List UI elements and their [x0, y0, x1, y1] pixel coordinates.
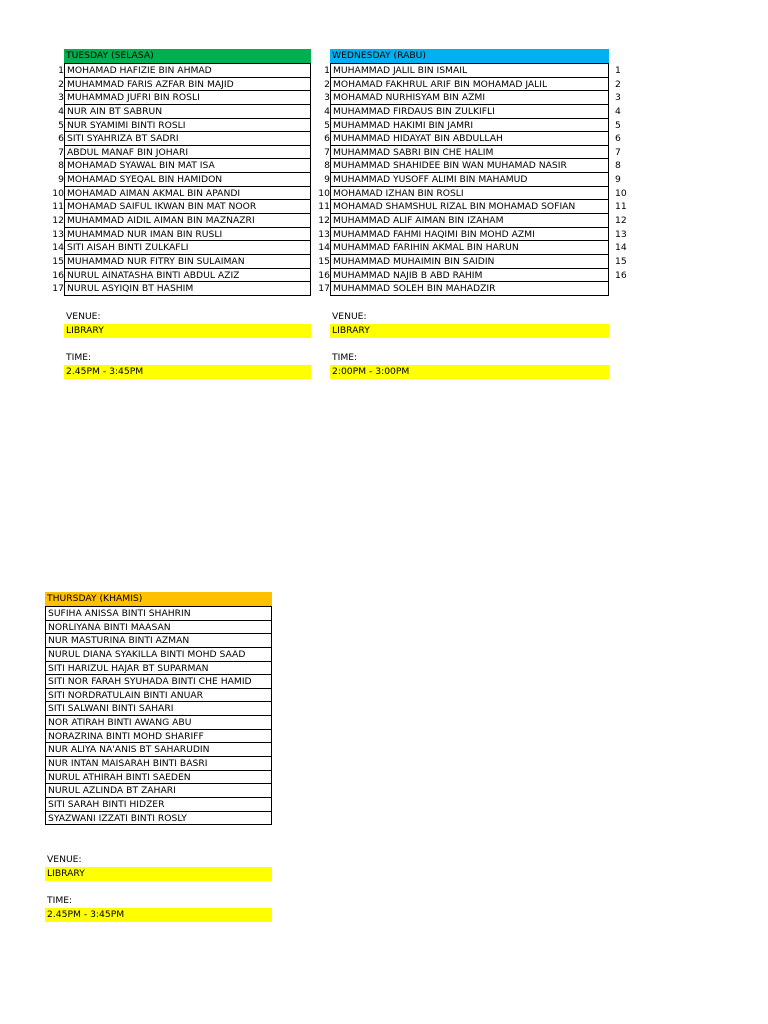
thursday-header: THURSDAY (KHAMIS) [45, 592, 272, 606]
wednesday-right-numbers [615, 64, 645, 282]
row-number: 11 [318, 201, 330, 213]
tuesday-header: TUESDAY (SELASA) [64, 49, 311, 63]
row-number: 1 [615, 65, 621, 76]
name-cell: MUHAMMAD SABRI BIN CHE HALIM [331, 146, 609, 160]
name-cell: MUHAMMAD JUFRI BIN ROSLI [65, 91, 311, 105]
row-number: 2 [615, 78, 621, 90]
name-cell: NUR AIN BT SABRUN [65, 105, 311, 119]
name-cell: SITI SARAH BINTI HIDZER [46, 798, 272, 812]
name-cell: MOHAMAD SAIFUL IKWAN BIN MAT NOOR [65, 200, 311, 214]
name-cell: NUR ALIYA NA'ANIS BT SAHARUDIN [46, 743, 272, 757]
wednesday-time-label: TIME: [332, 352, 358, 363]
row-number: 14 [318, 242, 330, 254]
wednesday-time: 2:00PM - 3:00PM [330, 365, 609, 379]
name-cell: SITI NOR FARAH SYUHADA BINTI CHE HAMID [46, 675, 272, 689]
name-cell: MOHAMAD SYAWAL BIN MAT ISA [65, 159, 311, 173]
row-number: 7 [324, 146, 330, 158]
name-cell: SITI AISAH BINTI ZULKAFLI [65, 241, 311, 255]
row-number: 9 [615, 174, 621, 186]
name-cell: NUR INTAN MAISARAH BINTI BASRI [46, 757, 272, 771]
name-cell: MUHAMMAD NUR IMAN BIN RUSLI [65, 228, 311, 242]
name-cell: SITI SYAHRIZA BT SADRI [65, 132, 311, 146]
tuesday-venue-label: VENUE: [66, 311, 101, 322]
name-cell: NURUL ATHIRAH BINTI SAEDEN [46, 771, 272, 785]
row-number: 10 [318, 187, 330, 199]
row-number: 6 [615, 133, 621, 145]
row-number: 16 [615, 269, 627, 281]
name-cell: MOHAMAD NURHISYAM BIN AZMI [331, 91, 609, 105]
name-cell: MOHAMAD AIMAN AKMAL BIN APANDI [65, 187, 311, 201]
name-cell: NUR MASTURINA BINTI AZMAN [46, 634, 272, 648]
wednesday-name-list [330, 63, 609, 296]
row-number: 17 [318, 283, 330, 295]
row-number: 10 [615, 187, 627, 199]
row-number: 11 [52, 201, 64, 213]
thursday-venue-label: VENUE: [47, 854, 82, 865]
name-cell: MOHAMAD IZHAN BIN ROSLI [331, 187, 609, 201]
row-number: 12 [615, 215, 627, 227]
row-number: 9 [324, 174, 330, 186]
tuesday-time-label: TIME: [66, 352, 92, 363]
row-number: 5 [615, 119, 621, 131]
name-cell: MOHAMAD FAKHRUL ARIF BIN MOHAMAD JALIL [331, 78, 609, 92]
name-cell: SYAZWANI IZZATI BINTI ROSLY [46, 812, 272, 826]
row-number: 17 [52, 283, 64, 295]
thursday-time-label: TIME: [47, 895, 73, 906]
name-cell: SITI NORDRATULAIN BINTI ANUAR [46, 689, 272, 703]
tuesday-name-list [64, 63, 311, 296]
row-number: 8 [324, 160, 330, 172]
row-number: 16 [52, 269, 64, 281]
row-number: 13 [615, 228, 627, 240]
thursday-venue: LIBRARY [45, 867, 272, 881]
row-number: 3 [615, 92, 621, 104]
wednesday-row-numbers [310, 64, 330, 296]
name-cell: MUHAMMAD FARIHIN AKMAL BIN HARUN [331, 241, 609, 255]
row-number: 9 [58, 174, 64, 186]
tuesday-row-numbers [44, 64, 64, 296]
row-number: 15 [615, 255, 627, 267]
tuesday-info [64, 310, 311, 379]
row-number: 1 [324, 65, 330, 76]
name-cell: MUHAMMAD FARIS AZFAR BIN MAJID [65, 78, 311, 92]
row-number: 5 [58, 119, 64, 131]
row-number: 8 [615, 160, 621, 172]
row-number: 14 [615, 242, 627, 254]
name-cell: SITI SALWANI BINTI SAHARI [46, 702, 272, 716]
wednesday-section [330, 49, 609, 296]
row-number: 5 [324, 119, 330, 131]
row-number: 13 [318, 228, 330, 240]
row-number: 12 [318, 215, 330, 227]
row-number: 10 [52, 187, 64, 199]
name-cell: MUHAMMAD FAHMI HAQIMI BIN MOHD AZMI [331, 228, 609, 242]
row-number: 3 [58, 92, 64, 104]
name-cell: MUHAMMAD YUSOFF ALIMI BIN MAHAMUD [331, 173, 609, 187]
row-number: 12 [52, 215, 64, 227]
thursday-section [45, 592, 272, 825]
tuesday-time: 2.45PM - 3:45PM [64, 365, 311, 379]
name-cell: MUHAMMAD AIDIL AIMAN BIN MAZNAZRI [65, 214, 311, 228]
thursday-info [45, 853, 272, 922]
name-cell: NURUL AZLINDA BT ZAHARI [46, 784, 272, 798]
row-number: 7 [615, 146, 621, 158]
name-cell: NUR SYAMIMI BINTI ROSLI [65, 119, 311, 133]
name-cell: NORAZRINA BINTI MOHD SHARIFF [46, 730, 272, 744]
row-number: 2 [58, 78, 64, 90]
name-cell: NURUL ASYIQIN BT HASHIM [65, 282, 311, 296]
name-cell: MUHAMMAD NAJIB B ABD RAHIM [331, 269, 609, 283]
name-cell: MUHAMMAD JALIL BIN ISMAIL [331, 64, 609, 78]
row-number: 4 [58, 105, 64, 117]
name-cell: MOHAMAD SYEQAL BIN HAMIDON [65, 173, 311, 187]
name-cell: MUHAMMAD SOLEH BIN MAHADZIR [331, 282, 609, 296]
wednesday-venue-label: VENUE: [332, 311, 367, 322]
name-cell: MOHAMAD SHAMSHUL RIZAL BIN MOHAMAD SOFIAN [331, 200, 609, 214]
name-cell: MUHAMMAD FIRDAUS BIN ZULKIFLI [331, 105, 609, 119]
name-cell: SUFIHA ANISSA BINTI SHAHRIN [46, 607, 272, 621]
name-cell: MUHAMMAD HAKIMI BIN JAMRI [331, 119, 609, 133]
tuesday-section [64, 49, 311, 296]
tuesday-venue: LIBRARY [64, 324, 311, 338]
name-cell: NORLIYANA BINTI MAASAN [46, 621, 272, 635]
name-cell: SITI HARIZUL HAJAR BT SUPARMAN [46, 662, 272, 676]
row-number: 8 [58, 160, 64, 172]
row-number: 7 [58, 146, 64, 158]
thursday-name-list [45, 606, 272, 825]
row-number: 4 [615, 105, 621, 117]
name-cell: MUHAMMAD MUHAIMIN BIN SAIDIN [331, 255, 609, 269]
name-cell: MUHAMMAD NUR FITRY BIN SULAIMAN [65, 255, 311, 269]
row-number: 6 [58, 133, 64, 145]
name-cell: MUHAMMAD ALIF AIMAN BIN IZAHAM [331, 214, 609, 228]
wednesday-header: WEDNESDAY (RABU) [330, 49, 609, 63]
row-number: 13 [52, 228, 64, 240]
name-cell: MUHAMMAD HIDAYAT BIN ABDULLAH [331, 132, 609, 146]
wednesday-venue: LIBRARY [330, 324, 609, 338]
row-number: 2 [324, 78, 330, 90]
thursday-time: 2.45PM - 3:45PM [45, 908, 272, 922]
row-number: 11 [615, 201, 627, 213]
row-number: 14 [52, 242, 64, 254]
row-number: 3 [324, 92, 330, 104]
row-number: 15 [318, 255, 330, 267]
row-number: 4 [324, 105, 330, 117]
name-cell: NOR ATIRAH BINTI AWANG ABU [46, 716, 272, 730]
row-number: 15 [52, 255, 64, 267]
row-number: 6 [324, 133, 330, 145]
name-cell: NURUL DIANA SYAKILLA BINTI MOHD SAAD [46, 648, 272, 662]
name-cell: NURUL AINATASHA BINTI ABDUL AZIZ [65, 269, 311, 283]
name-cell: ABDUL MANAF BIN JOHARI [65, 146, 311, 160]
wednesday-info [330, 310, 609, 379]
name-cell: MOHAMAD HAFIZIE BIN AHMAD [65, 64, 311, 78]
row-number: 16 [318, 269, 330, 281]
row-number: 1 [58, 65, 64, 76]
name-cell: MUHAMMAD SHAHIDEE BIN WAN MUHAMAD NASIR [331, 159, 609, 173]
